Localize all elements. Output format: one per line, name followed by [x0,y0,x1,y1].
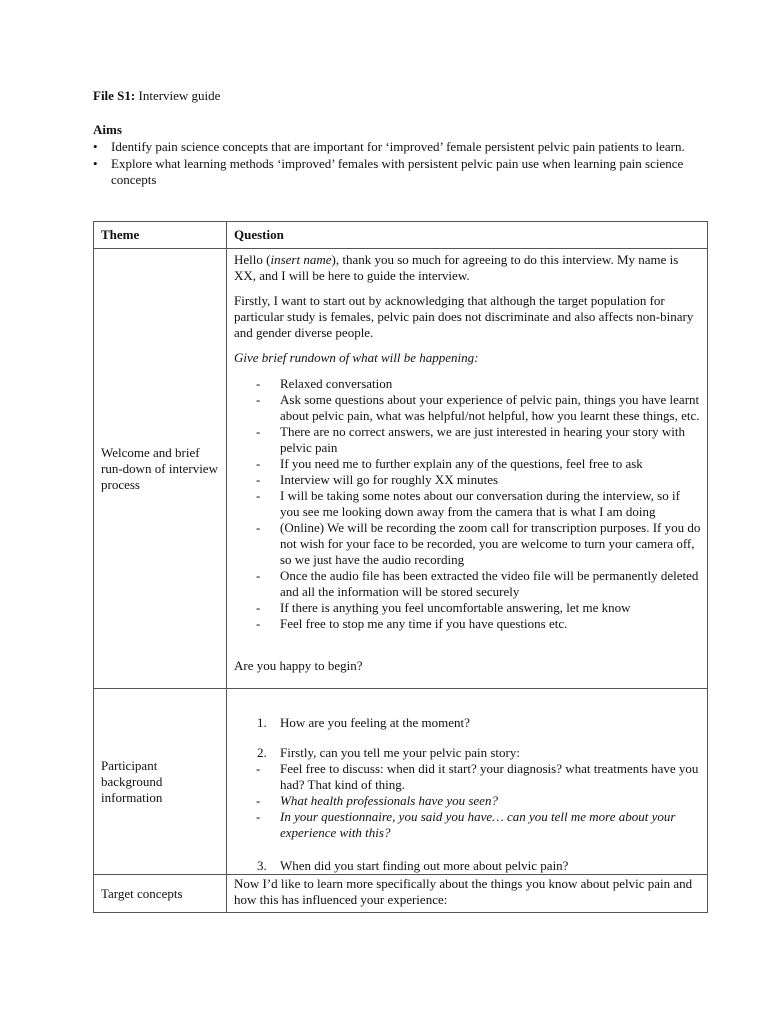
background-questions-cont [234,858,701,874]
table-header-row [94,222,708,249]
greeting-text: Hello (insert name), thank you so much for agreeing to do this interview. My name is XX, and I will be here to guide the interview. [234,252,679,283]
question-item: 3. When did you start finding out more about pelvic pain? [257,858,569,873]
document-title [93,88,220,104]
question-header: Question [227,222,708,249]
closing-question: Are you happy to begin? [234,658,363,673]
list-item: - Interview will go for roughly XX minutes [234,472,701,488]
theme-cell: Target concepts [94,875,227,913]
table-row [94,249,708,689]
title-text: Interview guide [138,88,221,103]
table-row [94,875,708,913]
list-item: - Feel free to discuss: when did it start? your diagnosis? what treatments have you had? That kind of thing. [234,761,701,793]
background-questions [234,715,701,761]
question-cell: Now I’d like to learn more specifically about the things you know about pelvic pain and how this has influenced your experience: [227,875,708,913]
theme-cell: Participant background information [94,689,227,875]
theme-cell: Welcome and brief run-down of interview process [94,249,227,689]
rundown-instruction: Give brief rundown of what will be happening: [234,350,479,365]
aim-item: • Explore what learning methods ‘improved’ females with persistent pelvic pain use when learning pain science concepts [93,156,693,188]
list-item: - Feel free to stop me any time if you have questions etc. [234,616,701,632]
list-item: - I will be taking some notes about our conversation during the interview, so if you see me looking down away from the camera that is what I am doing [234,488,701,520]
list-item: - Ask some questions about your experience of pelvic pain, things you have learnt about pelvic pain, what was helpful/not helpful, how you learnt these things, etc. [234,392,701,424]
aims-list [93,139,693,189]
rundown-list [234,376,701,632]
list-item: - There are no correct answers, we are just interested in hearing your story with pelvic pain [234,424,701,456]
list-item: - In your questionnaire, you said you have… can you tell me more about your experience with this? [234,809,701,841]
theme-header: Theme [94,222,227,249]
list-item: - Once the audio file has been extracted the video file will be permanently deleted and all the information will be stored securely [234,568,701,600]
interview-guide-table [93,221,708,913]
list-item: - What health professionals have you seen? [234,793,701,809]
table-row [94,689,708,875]
question-cell [227,689,708,875]
aim-item: • Identify pain science concepts that are important for ‘improved’ female persistent pelvic pain patients to learn. [93,139,693,155]
question-cell [227,249,708,689]
list-item: - (Online) We will be recording the zoom call for transcription purposes. If you do not wish for your face to be recorded, you are welcome to turn your camera off, so we just have the audio recording [234,520,701,568]
aims-heading: Aims [93,122,122,137]
list-item: - If there is anything you feel uncomfortable answering, let me know [234,600,701,616]
question-item: 1. How are you feeling at the moment? [257,715,470,730]
acknowledgement-text: Firstly, I want to start out by acknowledging that although the target population for particular study is females, pelvic pain does not discriminate and also affects non-binary and gender diverse people. [234,293,694,340]
title-label: File S1: [93,88,136,103]
list-item: - If you need me to further explain any of the questions, feel free to ask [234,456,701,472]
question-item: 2. Firstly, can you tell me your pelvic pain story: [257,745,520,760]
story-prompts [234,761,701,841]
list-item: - Relaxed conversation [234,376,701,392]
